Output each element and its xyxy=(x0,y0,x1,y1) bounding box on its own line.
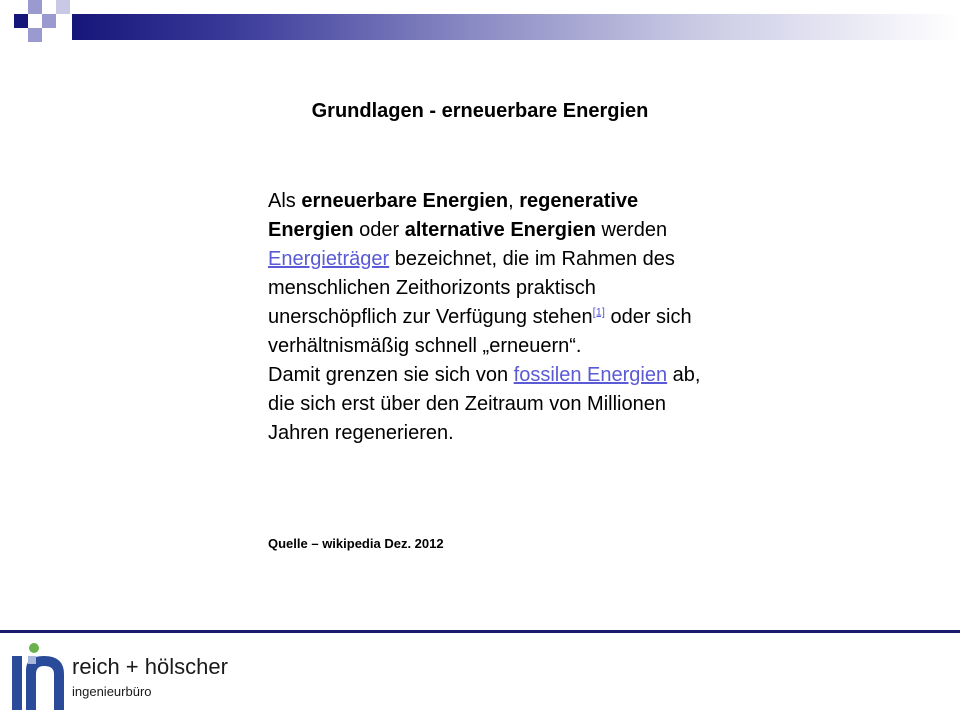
decor-square xyxy=(28,28,42,42)
link-fossile-energien[interactable]: fossilen Energien xyxy=(513,364,668,386)
footer-divider xyxy=(0,630,960,633)
company-name: reich + hölscher xyxy=(72,654,228,679)
decor-square xyxy=(56,0,70,14)
decor-square xyxy=(42,14,56,28)
term-regenerative: regenerative Energien xyxy=(268,190,639,241)
company-subtitle: ingenieurbüro xyxy=(72,684,152,699)
link-energietraeger[interactable]: Energieträger xyxy=(268,248,390,270)
decor-square xyxy=(28,0,42,14)
body-text xyxy=(268,187,728,448)
term-alternative: alternative Energien xyxy=(404,219,596,241)
top-decoration xyxy=(0,0,960,40)
term-erneuerbare: erneuerbare Energien xyxy=(301,190,509,212)
footnote-link[interactable]: [1] xyxy=(592,306,605,319)
decor-square xyxy=(14,14,28,28)
header-gradient-bar xyxy=(72,14,960,40)
paragraph-definition: Als erneuerbare Energien, regenerative Energien oder alternative Energien werden Energieträger bezeichnet, die im Rahmen des menschlichen Zeithorizonts praktisch unerschöpflich zur Verfügung stehen[1] oder sich verhältnismäßig schnell „erneuern“. xyxy=(268,190,692,357)
logo-mark-icon xyxy=(10,642,72,712)
paragraph-fossil: Damit grenzen sie sich von fossilen Energien ab, die sich erst über den Zeitraum von Millionen Jahren regenerieren. xyxy=(268,364,701,444)
source-note: Quelle – wikipedia Dez. 2012 xyxy=(268,536,444,551)
slide-title: Grundlagen - erneuerbare Energien xyxy=(311,100,649,122)
